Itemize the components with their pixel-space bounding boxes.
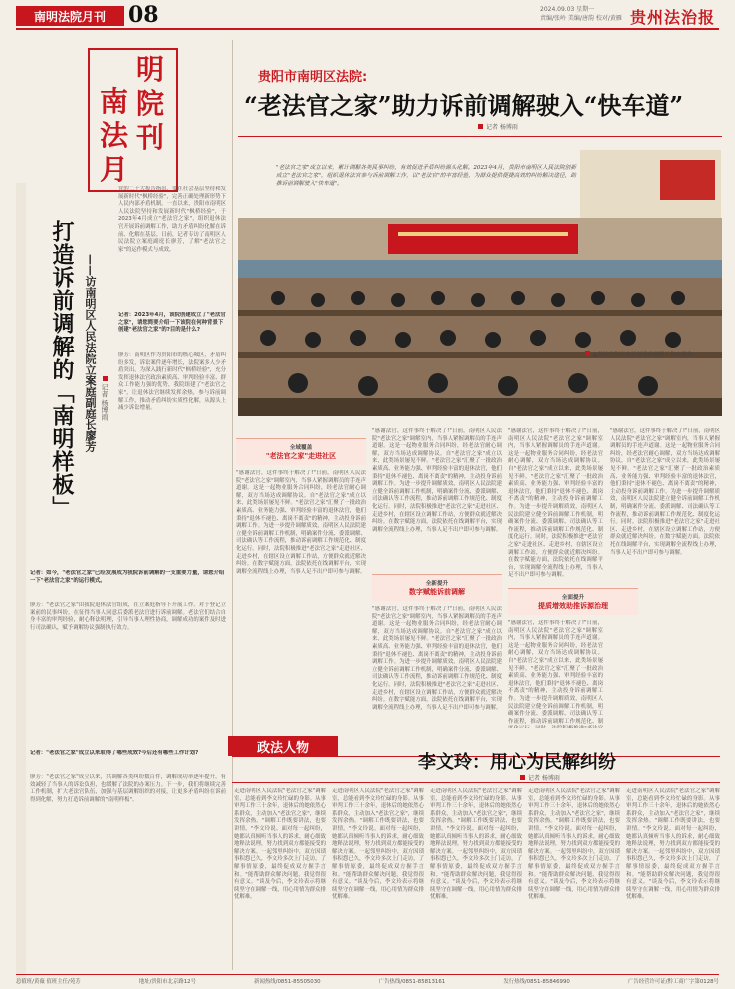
- sub-banner-small: 全面提升: [561, 595, 585, 601]
- people-section-tag: 政法人物: [228, 736, 338, 756]
- column-divider: [232, 40, 233, 970]
- article-body-col-4: "感谢法官，这件事终于解决了!"日前，南明区人民法院"老法官之家"调解室内，当事人紧握调解员的手连声道谢。这是一起物业服务合同纠纷，经老法官耐心调解，双方当场达成调解协议。自"老法官之家"成立以来，此类场景屡见不鲜。"老法官之家"汇聚了一批政治素质高、业务能力强、审判经验丰富的退休法官，他们秉持"退休不褪色、离岗不离责"的精神，主动投身诉前调解工作。为进一步提升调解质效，南明区人民法院建立健全诉前调解工作机制，明确案件分流、委派调解、司法确认等工作流程，推动诉前调解工作规范化、制度化运行。同时，法院积极推进"老法官之家"走进社区、走进乡村，在辖区设立调解工作站，方便群众就近解决纠纷。在数字赋能方面，法院依托在线调解平台，实现调解全流程线上办理，当事人足不出户即可参与调解。: [610, 428, 720, 556]
- bullet-square-icon: [103, 376, 108, 381]
- monthly-char: 明: [136, 53, 165, 86]
- article-body-col-3: "感谢法官，这件事终于解决了!"日前，南明区人民法院"老法官之家"调解室内，当事人紧握调解员的手连声道谢。这是一起物业服务合同纠纷，经老法官耐心调解，双方当场达成调解协议。自"老法官之家"成立以来，此类场景屡见不鲜。"老法官之家"汇聚了一批政治素质高、业务能力强、审判经验丰富的退休法官，他们秉持"退休不褪色、离岗不离责"的精神，主动投身诉前调解工作。为进一步提升调解质效，南明区人民法院建立健全诉前调解工作机制，明确案件分流、委派调解、司法确认等工作流程，推动诉前调解工作规范化、制度化运行。同时，法院积极推进"老法官之家"走进社区、走进乡村，在辖区设立调解工作站，方便群众就近解决纠纷。在数字赋能方面，法院依托在线调解平台，实现调解全流程线上办理，当事人足不出户即可参与调解。: [508, 428, 603, 579]
- sub-banner: [236, 438, 366, 465]
- date-info: [540, 5, 622, 23]
- date-line: 2024.09.03 星期一: [540, 6, 595, 13]
- photo-big-caption: [585, 350, 721, 358]
- answer-2: 廖芳："老法官之家"由我院退休法官组成，在立案庭指导下开展工作。对于登记立案前的民事纠纷，在征得当事人同意后委派老法官进行诉前调解。老法官们结合自身丰富的审判经验，耐心释法明理，引导当事人理性协商，调解成功的案件及时进行司法确认，赋予调解协议强制执行效力。: [30, 602, 226, 631]
- interview-subtitle: ——访南明区人民法院立案庭副庭长廖芳: [84, 254, 97, 452]
- bullet-square-icon: [478, 124, 483, 129]
- article-body-col-1: "感谢法官，这件事终于解决了!"日前，南明区人民法院"老法官之家"调解室内，当事人紧握调解员的手连声道谢。这是一起物业服务合同纠纷，经老法官耐心调解，双方当场达成调解协议。自"老法官之家"成立以来，此类场景屡见不鲜。"老法官之家"汇聚了一批政治素质高、业务能力强、审判经验丰富的退休法官，他们秉持"退休不褪色、离岗不离责"的精神，主动投身诉前调解工作。为进一步提升调解质效，南明区人民法院建立健全诉前调解工作机制，明确案件分流、委派调解、司法确认等工作流程，推动诉前调解工作规范化、制度化运行。同时，法院积极推进"老法官之家"走进社区、走进乡村，在辖区设立调解工作站，方便群众就近解决纠纷。在数字赋能方面，法院依托在线调解平台，实现调解全流程线上办理，当事人足不出户即可参与调解。: [236, 470, 366, 575]
- photo-big-caption-text: ▲老法官们正在开展诉前调解工作座谈会。: [593, 352, 698, 358]
- people-body-col-1: 走进南明区人民法院"老法官之家"调解室，总能看到李文玲忙碌的身影。从事审判工作三十余年，退休后的她依然心系群众，主动加入"老法官之家"，继续发挥余热。"调解工作既要讲法，也要讲情。"李文玲说。面对每一起纠纷，她都认真倾听当事人的诉求，耐心细致地释法说理，努力找到双方都能接受的解决方案。一起邻里纠纷中，双方因琐事积怨已久，李文玲多次上门走访，了解事情原委，最终促成双方握手言和。"能帮助群众解决问题，我觉得很有意义。"谈及今后，李文玲表示将继续坚守在调解一线，用心用情为群众排忧解难。: [234, 788, 326, 901]
- monthly-char: 刊: [136, 121, 165, 154]
- interview-title: 打造诉前调解的「南明样板」: [49, 220, 75, 519]
- article-body-col-2b: "感谢法官，这件事终于解决了!"日前，南明区人民法院"老法官之家"调解室内，当事人紧握调解员的手连声道谢。这是一起物业服务合同纠纷，经老法官耐心调解，双方当场达成调解协议。自"老法官之家"成立以来，此类场景屡见不鲜。"老法官之家"汇聚了一批政治素质高、业务能力强、审判经验丰富的退休法官，他们秉持"退休不褪色、离岗不离责"的精神，主动投身诉前调解工作。为进一步提升调解质效，南明区人民法院建立健全诉前调解工作机制，明确案件分流、委派调解、司法确认等工作流程，推动诉前调解工作规范化、制度化运行。同时，法院积极推进"老法官之家"走进社区、走进乡村，在辖区设立调解工作站，方便群众就近解决纠纷。在数字赋能方面，法院依托在线调解平台，实现调解全流程线上办理，当事人足不出户即可参与调解。: [372, 606, 502, 711]
- photo-meeting-hall: [238, 218, 722, 416]
- bullet-square-icon: [585, 351, 590, 356]
- article-body-col-2: "感谢法官，这件事终于解决了!"日前，南明区人民法院"老法官之家"调解室内，当事人紧握调解员的手连声道谢。这是一起物业服务合同纠纷，经老法官耐心调解，双方当场达成调解协议。自"老法官之家"成立以来，此类场景屡见不鲜。"老法官之家"汇聚了一批政治素质高、业务能力强、审判经验丰富的退休法官，他们秉持"退休不褪色、离岗不离责"的精神，主动投身诉前调解工作。为进一步提升调解质效，南明区人民法院建立健全诉前调解工作机制，明确案件分流、委派调解、司法确认等工作流程，推动诉前调解工作规范化、制度化运行。同时，法院积极推进"老法官之家"走进社区、走进乡村，在辖区设立调解工作站，方便群众就近解决纠纷。在数字赋能方面，法院依托在线调解平台，实现调解全流程线上办理，当事人足不出户即可参与调解。: [372, 428, 502, 533]
- monthly-char: 南: [100, 85, 129, 118]
- people-byline: [520, 773, 560, 782]
- monthly-char: 院: [136, 87, 165, 120]
- people-author: 记者 杨博雨: [528, 775, 560, 782]
- question-1: 记者：2023年4月，该院创建成立了"老法官之家"，请您简要介绍一下该院在何种背景下创建"老法官之家"的?目的是什么?: [118, 312, 226, 334]
- question-2: 记者：如今，"老法官之家"已经发展成为我院诉前调解的一支重要力量，请您介绍一下"老法官之家"的运行模式。: [30, 570, 225, 584]
- article-lead: "老法官之家"成立以来，累计调解各类民事纠纷，有效促进矛盾纠纷源头化解。2023年4月，贵阳市南明区人民法院创新成立"老法官之家"，组织退休法官参与诉前调解工作，以"老法官"的丰富经验，为群众提供便捷高效的纠纷解决途径，助推诉前调解驶入"快车道"。: [276, 165, 576, 187]
- people-body-col-5: 走进南明区人民法院"老法官之家"调解室，总能看到李文玲忙碌的身影。从事审判工作三十余年，退休后的她依然心系群众，主动加入"老法官之家"，继续发挥余热。"调解工作既要讲法，也要讲情。"李文玲说。面对每一起纠纷，她都认真倾听当事人的诉求，耐心细致地释法说理，努力找到双方都能接受的解决方案。一起邻里纠纷中，双方因琐事积怨已久，李文玲多次上门走访，了解事情原委，最终促成双方握手言和。"能帮助群众解决问题，我觉得很有意义。"谈及今后，李文玲表示将继续坚守在调解一线，用心用情为群众排忧解难。: [626, 788, 720, 901]
- monthly-char: 月: [100, 153, 129, 186]
- title-rule: [238, 136, 722, 137]
- answer-3: 廖芳："老法官之家"成立以来，共调解各类纠纷数百件，调解成功率逐年提升，有效减轻了当事人的诉讼负担，也缓解了法院的办案压力。下一步，我们将继续完善工作机制，扩大老法官队伍，加强与基层调解组织的对接，让更多矛盾纠纷在诉前得到化解，努力打造诉前调解的"南明样板"。: [30, 774, 226, 803]
- left-margin-strip: [16, 183, 26, 983]
- monthly-logo-box: [88, 48, 178, 192]
- newspaper-logo: 贵州法治报: [630, 8, 716, 27]
- article-byline: [478, 122, 518, 131]
- footer-item: 新闻热线/0851-85505030: [254, 979, 321, 985]
- article-author: 记者 杨博雨: [486, 124, 518, 131]
- interview-author: 记者 杨博雨: [101, 383, 109, 421]
- people-title: 李文玲：用心为民解纠纷: [418, 752, 616, 773]
- monthly-char: 法: [100, 119, 129, 152]
- sub-banner-title: "老法官之家"走进社区: [265, 452, 337, 460]
- sub-banner-small: 全域覆盖: [289, 445, 313, 451]
- people-rule: [232, 782, 720, 783]
- sub-banner-title: 数字赋能诉前调解: [409, 588, 465, 596]
- people-body-col-2: 走进南明区人民法院"老法官之家"调解室，总能看到李文玲忙碌的身影。从事审判工作三十余年，退休后的她依然心系群众，主动加入"老法官之家"，继续发挥余热。"调解工作既要讲法，也要讲情。"李文玲说。面对每一起纠纷，她都认真倾听当事人的诉求，耐心细致地释法说理，努力找到双方都能接受的解决方案。一起邻里纠纷中，双方因琐事积怨已久，李文玲多次上门走访，了解事情原委，最终促成双方握手言和。"能帮助群众解决问题，我觉得很有意义。"谈及今后，李文玲表示将继续坚守在调解一线，用心用情为群众排忧解难。: [332, 788, 424, 901]
- footer-item: 发行热线/0851-85846990: [503, 979, 570, 985]
- people-body-col-3: 走进南明区人民法院"老法官之家"调解室，总能看到李文玲忙碌的身影。从事审判工作三十余年，退休后的她依然心系群众，主动加入"老法官之家"，继续发挥余热。"调解工作既要讲法，也要讲情。"李文玲说。面对每一起纠纷，她都认真倾听当事人的诉求，耐心细致地释法说理，努力找到双方都能接受的解决方案。一起邻里纠纷中，双方因琐事积怨已久，李文玲多次上门走访，了解事情原委，最终促成双方握手言和。"能帮助群众解决问题，我觉得很有意义。"谈及今后，李文玲表示将继续坚守在调解一线，用心用情为群众排忧解难。: [430, 788, 522, 901]
- interview-byline: [100, 376, 110, 420]
- article-kicker: 贵阳市南明区法院:: [258, 70, 368, 85]
- answer-1: 廖芳：南明区作为贵阳市的核心城区，矛盾纠纷多发，诉讼案件逐年增长，法院案多人少矛盾突出。为深入践行新时代"枫桥经验"，充分发挥退休法官政治素质高、审判经验丰富、群众工作能力强的优势，我院组建了"老法官之家"，让退休法官继续发挥余热，参与诉前调解工作，推动矛盾纠纷实质性化解，从源头上减少诉讼增量。: [118, 352, 226, 412]
- footer-item: 广告经营许可证/黔工商广字第0128号: [627, 979, 719, 985]
- editor-line: 责编/张岭 美编/唐韵 校对/黄雁: [540, 15, 622, 22]
- bullet-square-icon: [520, 775, 525, 780]
- footer-item: 总值班/黄薇 值班主任/苑芳: [16, 979, 81, 985]
- page-number: 08: [128, 2, 159, 28]
- footer-item: 地址/贵阳市北京路12号: [138, 979, 196, 985]
- photo-meeting-hall-image: [238, 218, 722, 416]
- interview-intro: 党的二十大报告指出，要在社会基层坚持和发展新时代"枫桥经验"，完善正确处理新形势下人民内部矛盾机制。一直以来，贵阳市南明区人民法院坚持和发展新时代"枫桥经验"，于2023年4月成立"老法官之家"，组织退休法官开展诉前调解工作，助力矛盾纠纷化解在诉前、化解在基层。日前，记者专访了南明区人民法院立案庭副庭长廖芳，了解"老法官之家"的运作模式与成效。: [118, 186, 226, 253]
- sub-banner: [372, 574, 502, 601]
- sub-banner-small: 全新提升: [425, 581, 449, 587]
- sub-banner-title: 提质增效助推诉源治理: [538, 602, 608, 610]
- question-3: 记者："老法官之家"成立以来取得了哪些成效?今后还有哪些工作计划?: [30, 750, 199, 756]
- page-footer: [16, 974, 719, 985]
- header-rule: [16, 28, 719, 30]
- article-title: “老法官之家”助力诉前调解驶入“快车道”: [244, 91, 684, 120]
- people-body-col-4: 走进南明区人民法院"老法官之家"调解室，总能看到李文玲忙碌的身影。从事审判工作三十余年，退休后的她依然心系群众，主动加入"老法官之家"，继续发挥余热。"调解工作既要讲法，也要讲情。"李文玲说。面对每一起纠纷，她都认真倾听当事人的诉求，耐心细致地释法说理，努力找到双方都能接受的解决方案。一起邻里纠纷中，双方因琐事积怨已久，李文玲多次上门走访，了解事情原委，最终促成双方握手言和。"能帮助群众解决问题，我觉得很有意义。"谈及今后，李文玲表示将继续坚守在调解一线，用心用情为群众排忧解难。: [528, 788, 620, 901]
- footer-item: 广告热线/0851-85813161: [378, 979, 446, 985]
- section-tab: 南明法院月刊: [16, 6, 124, 26]
- article-body-col-3b: "感谢法官，这件事终于解决了!"日前，南明区人民法院"老法官之家"调解室内，当事人紧握调解员的手连声道谢。这是一起物业服务合同纠纷，经老法官耐心调解，双方当场达成调解协议。自"老法官之家"成立以来，此类场景屡见不鲜。"老法官之家"汇聚了一批政治素质高、业务能力强、审判经验丰富的退休法官，他们秉持"退休不褪色、离岗不离责"的精神，主动投身诉前调解工作。为进一步提升调解质效，南明区人民法院建立健全诉前调解工作机制，明确案件分流、委派调解、司法确认等工作流程，推动诉前调解工作规范化、制: [508, 620, 603, 725]
